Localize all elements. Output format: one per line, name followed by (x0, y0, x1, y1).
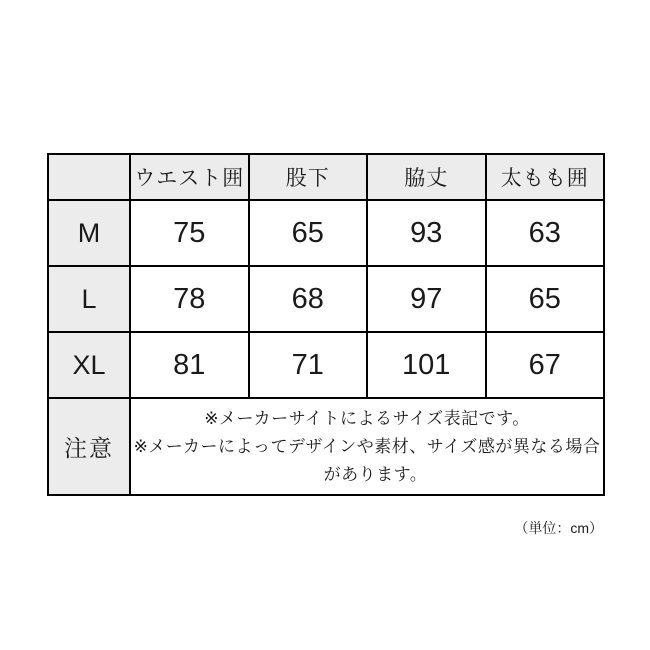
header-row (48, 154, 604, 200)
column-header-thigh: 太もも囲 (486, 154, 605, 200)
row-label-l: L (48, 266, 130, 332)
column-header-waist: ウエスト囲 (130, 154, 249, 200)
table-row-l (48, 266, 604, 332)
note-line-2: ※メーカーによってデザインや素材、サイズ感が異なる場合があります。 (133, 436, 601, 484)
cell-value: 67 (486, 332, 605, 398)
cell-value: 65 (486, 266, 605, 332)
cell-value: 78 (130, 266, 249, 332)
note-line-1: ※メーカーサイトによるサイズ表記です。 (204, 408, 530, 428)
notes-cell (130, 398, 604, 495)
size-table (47, 153, 605, 496)
note-row (48, 398, 604, 495)
column-header-inseam: 股下 (249, 154, 368, 200)
cell-value: 68 (249, 266, 368, 332)
unit-note: （単位：cm） (514, 520, 603, 536)
column-header-side-length: 脇丈 (367, 154, 486, 200)
row-label-m: M (48, 200, 130, 266)
table-row-xl (48, 332, 604, 398)
table-row-m (48, 200, 604, 266)
cell-value: 75 (130, 200, 249, 266)
cell-value: 93 (367, 200, 486, 266)
corner-cell (48, 154, 130, 200)
cell-value: 71 (249, 332, 368, 398)
note-row-label: 注意 (48, 398, 130, 495)
cell-value: 101 (367, 332, 486, 398)
cell-value: 65 (249, 200, 368, 266)
cell-value: 81 (130, 332, 249, 398)
cell-value: 97 (367, 266, 486, 332)
row-label-xl: XL (48, 332, 130, 398)
cell-value: 63 (486, 200, 605, 266)
